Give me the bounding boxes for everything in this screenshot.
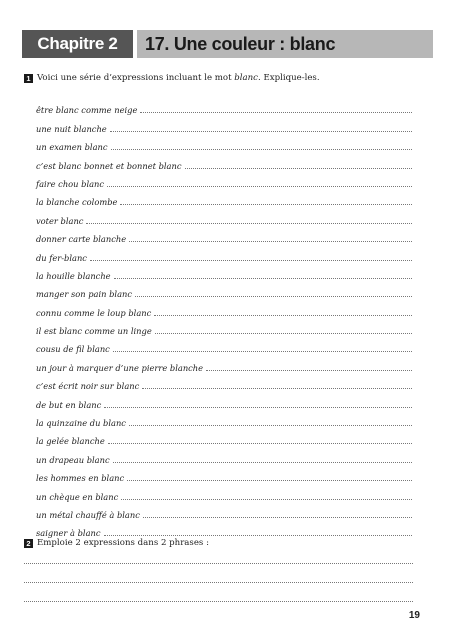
answer-dotted-line[interactable]	[140, 111, 412, 113]
expression-row	[36, 410, 412, 428]
answer-dotted-line[interactable]	[121, 498, 412, 500]
expression-text: de but en blanc	[36, 399, 102, 410]
exercise-1-text-end: Explique-les.	[260, 73, 320, 83]
expression-row	[36, 226, 412, 244]
answer-dotted-line[interactable]	[142, 387, 412, 389]
expression-text: manger son pain blanc	[36, 289, 133, 300]
expression-row	[36, 373, 412, 391]
expression-row	[36, 502, 412, 520]
answer-dotted-line[interactable]	[206, 369, 412, 371]
expression-text: un chèque en blanc	[36, 491, 119, 502]
exercise-1-text-start: Voici une série d’expressions incluant le mot	[37, 73, 235, 83]
page-number: 19	[408, 610, 420, 621]
expression-row	[36, 465, 412, 483]
answer-dotted-line[interactable]	[114, 277, 412, 279]
answer-dotted-line[interactable]	[104, 406, 412, 408]
expression-text: la gelée blanche	[36, 436, 105, 447]
answer-dotted-line[interactable]	[129, 240, 412, 242]
answer-dotted-line[interactable]	[113, 461, 412, 463]
answer-dotted-line[interactable]	[185, 167, 413, 169]
expression-row	[36, 207, 412, 225]
expression-text: la blanche colombe	[36, 197, 118, 208]
lesson-title: 17. Une couleur : blanc	[137, 30, 433, 58]
expression-text: du fer-blanc	[36, 252, 87, 263]
answer-dotted-line[interactable]	[120, 203, 412, 205]
expression-text: la quinzaine du blanc	[36, 418, 126, 429]
expression-row	[36, 336, 412, 354]
expression-row	[36, 97, 412, 115]
expression-row	[36, 152, 412, 170]
answer-dotted-line[interactable]	[155, 332, 412, 334]
expression-row	[36, 483, 412, 501]
answer-dotted-line[interactable]	[107, 185, 412, 187]
answer-dotted-line[interactable]	[127, 479, 412, 481]
expression-text: c’est blanc bonnet et bonnet blanc	[36, 160, 182, 171]
expression-text: donner carte blanche	[36, 234, 127, 245]
answer-dotted-line[interactable]	[111, 148, 412, 150]
exercise-1-number: 1	[24, 74, 33, 83]
answer-dotted-line[interactable]	[86, 222, 412, 224]
chapter-label: Chapitre 2	[22, 30, 133, 58]
answer-line-1[interactable]	[24, 563, 413, 564]
expression-text: saigner à blanc	[36, 528, 101, 539]
expression-text: un drapeau blanc	[36, 454, 110, 465]
expression-text: il est blanc comme un linge	[36, 326, 152, 337]
expression-row	[36, 299, 412, 317]
expression-text: la houille blanche	[36, 270, 111, 281]
exercise-1-instruction	[24, 73, 320, 84]
expression-text: un jour à marquer d’une pierre blanche	[36, 362, 204, 373]
expression-row	[36, 115, 412, 133]
chapter-header	[22, 30, 433, 58]
expression-row	[36, 318, 412, 336]
expression-row	[36, 446, 412, 464]
expression-list	[36, 97, 412, 538]
answer-dotted-line[interactable]	[143, 516, 412, 518]
expression-text: un examen blanc	[36, 142, 108, 153]
expression-row	[36, 189, 412, 207]
expression-text: c’est écrit noir sur blanc	[36, 381, 140, 392]
answer-dotted-line[interactable]	[113, 350, 412, 352]
expression-row	[36, 391, 412, 409]
answer-dotted-line[interactable]	[110, 130, 412, 132]
expression-row	[36, 134, 412, 152]
expression-text: connu comme le loup blanc	[36, 307, 152, 318]
expression-row	[36, 263, 412, 281]
expression-text: cousu de fil blanc	[36, 344, 110, 355]
expression-text: faire chou blanc	[36, 178, 105, 189]
answer-dotted-line[interactable]	[104, 534, 412, 536]
expression-row	[36, 428, 412, 446]
exercise-2-number: 2	[24, 539, 33, 548]
expression-row	[36, 244, 412, 262]
expression-text: un métal chauffé à blanc	[36, 509, 140, 520]
expression-row	[36, 354, 412, 372]
expression-text: une nuit blanche	[36, 123, 107, 134]
answer-dotted-line[interactable]	[154, 314, 412, 316]
exercise-2-text: Emploie 2 expressions dans 2 phrases :	[37, 538, 209, 548]
answer-dotted-line[interactable]	[108, 442, 412, 444]
answer-line-3[interactable]	[24, 601, 413, 602]
answer-dotted-line[interactable]	[129, 424, 412, 426]
exercise-1-text-keyword: blanc.	[234, 73, 261, 83]
expression-row	[36, 171, 412, 189]
expression-row	[36, 281, 412, 299]
answer-line-2[interactable]	[24, 582, 413, 583]
exercise-2-instruction	[24, 538, 209, 549]
expression-text: être blanc comme neige	[36, 105, 138, 116]
expression-text: les hommes en blanc	[36, 473, 125, 484]
expression-text: voter blanc	[36, 215, 84, 226]
expression-row	[36, 520, 412, 538]
answer-dotted-line[interactable]	[90, 259, 412, 261]
answer-dotted-line[interactable]	[135, 295, 412, 297]
